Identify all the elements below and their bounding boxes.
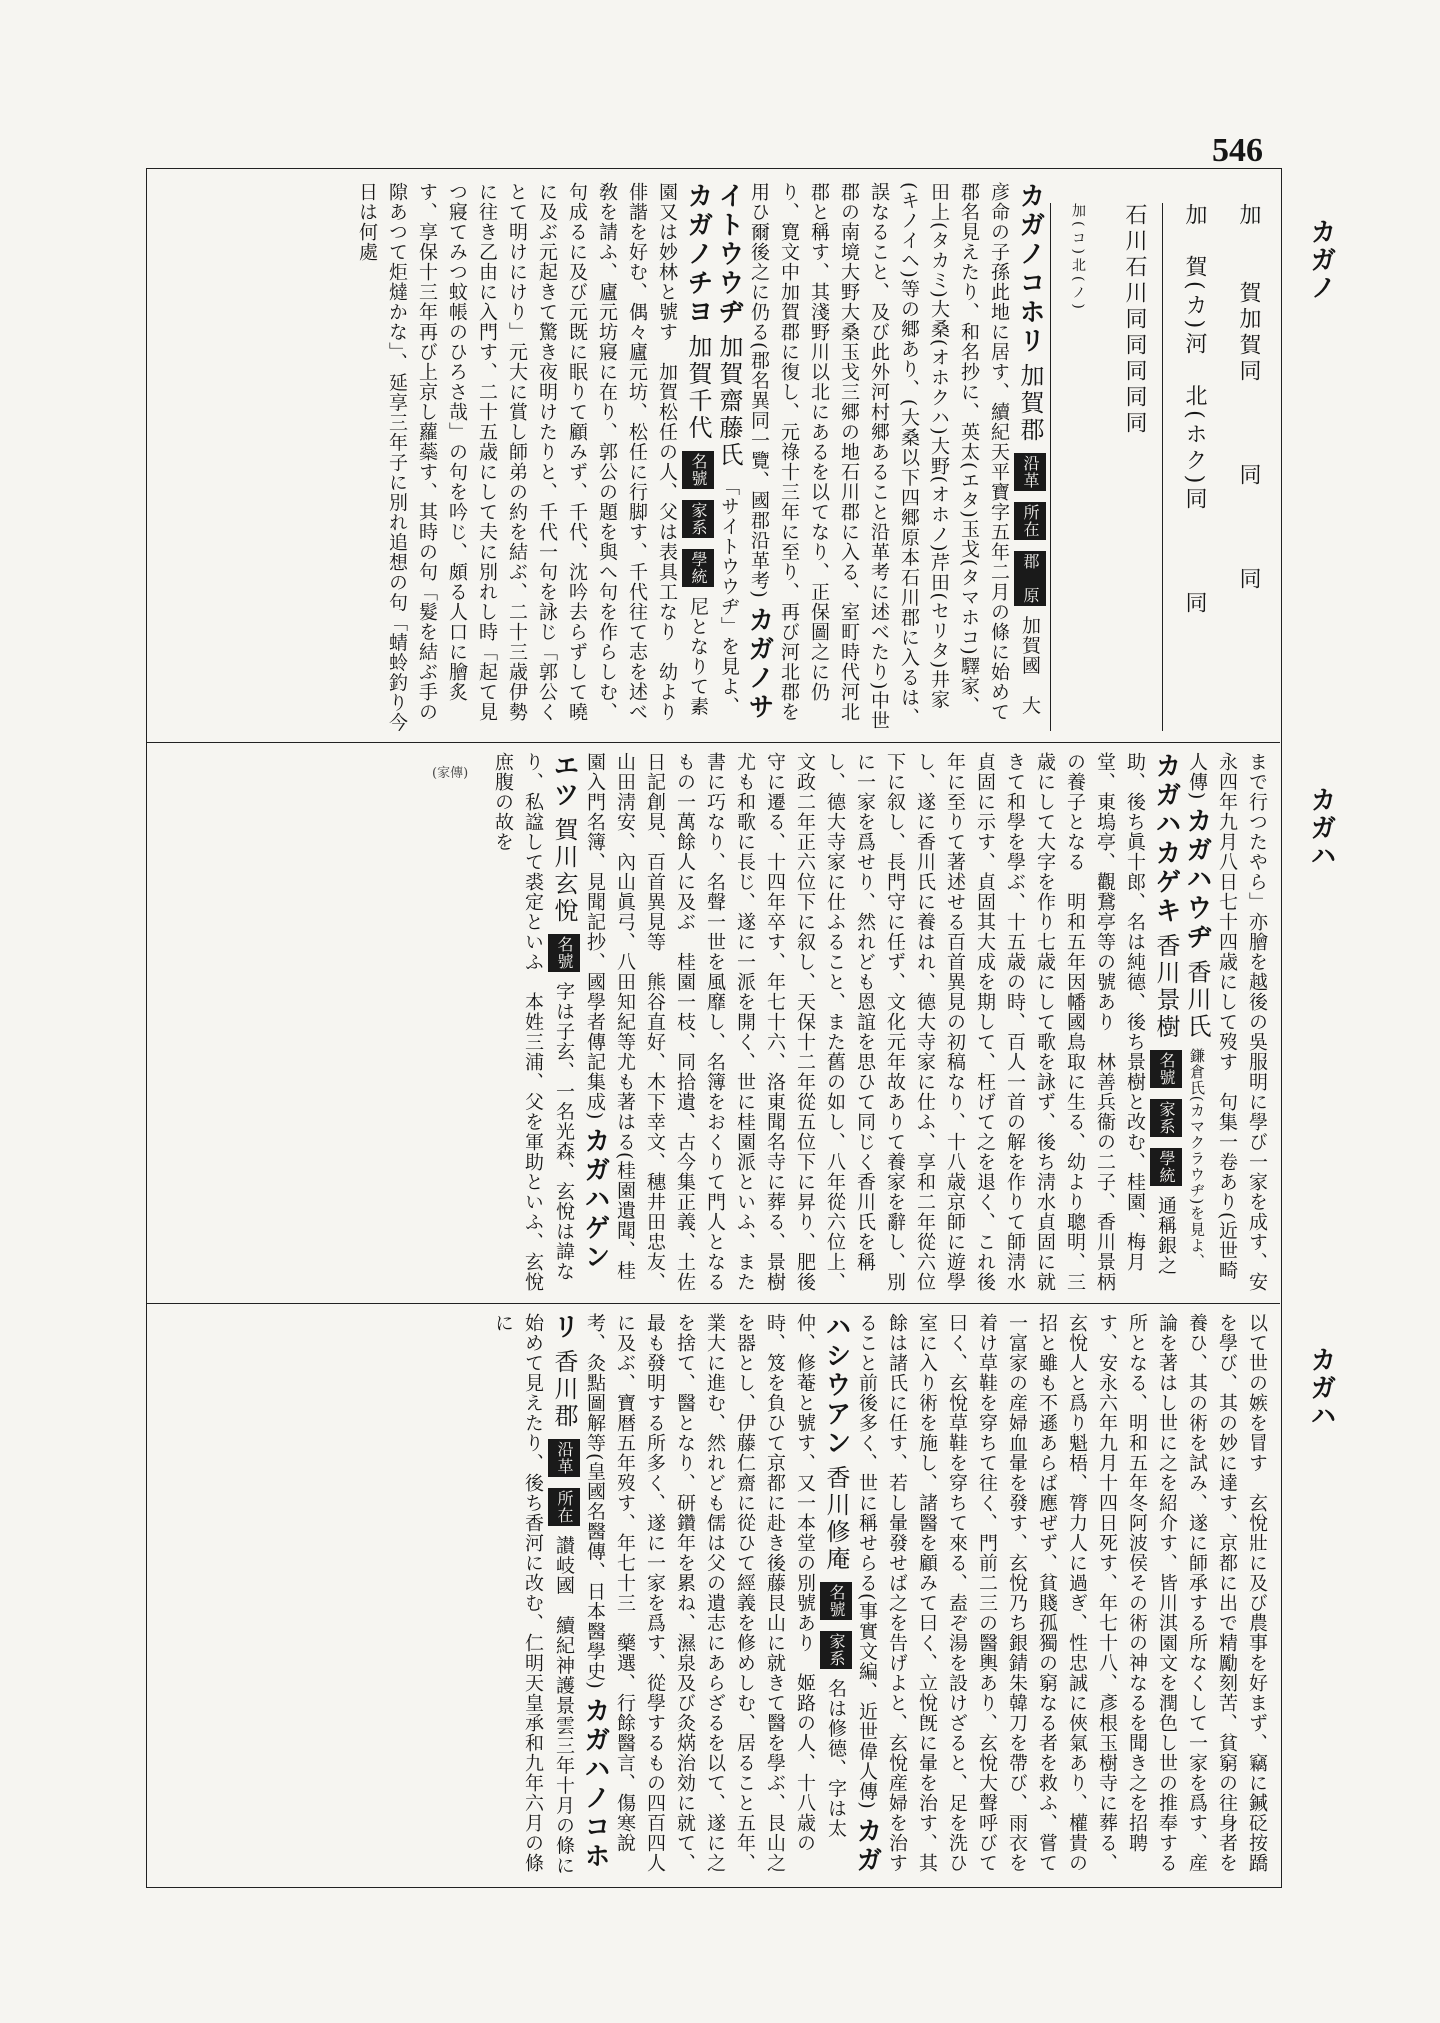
badge-gakuto: 學統 (1150, 1148, 1182, 1186)
entry-title-kagahakageki: カガハカゲキ (1151, 752, 1181, 926)
page-number: 546 (1212, 132, 1263, 169)
badge-shozai: 所在 (548, 1488, 580, 1526)
badge-meigo: 名號 (682, 451, 714, 489)
bottom-band (156, 1313, 1272, 1878)
middle-band (156, 752, 1272, 1296)
badge-gungen: 郡 原 (1014, 551, 1046, 606)
entry-title-kaganokohori: カガノコホリ (1015, 182, 1045, 356)
entry-author-kagasaito: 加賀齋藤氏 (715, 334, 743, 470)
table-column-kahoku: 加 賀(カ)河 北(ホク)同 同 (1182, 203, 1207, 618)
entry-author-kagawagun: 香川郡 (550, 1349, 578, 1431)
badge-meigo: 名號 (548, 934, 580, 972)
table-column-kaga: 加 賀加賀同 同 同 (1236, 203, 1261, 593)
badge-kakei: 家系 (820, 1631, 852, 1669)
entry-author-kagachiyo: 加賀千代 (684, 334, 712, 443)
badge-kakei: 家系 (1150, 1099, 1182, 1137)
band-divider-1 (146, 742, 1280, 743)
entry-text-kaganosaitouuji: 「サイトウウヂ」を見よ、 (718, 476, 740, 717)
entry-text-kagahanokohori: 讃岐國 續紀神護景雲三年十月の條に始めて見えたり、後ち香河に改む、仁明天皇承和九年六月の條に (492, 1313, 575, 1876)
entry-text-kagahagenetsu: 字は子玄、一名光森、玄悅は諱なり、私諡して裘定といふ 本姓三浦、父を軍助といふ、玄悅庶腹の故を (492, 752, 575, 1292)
badge-kakei: 家系 (682, 500, 714, 538)
entry-continuation-chiyo: まで行つたやら」亦膾を越後の吳服明に學び一家を成す、安永四年九月八日七十四歳にして歿す 句集一卷あり(近世畸人傳) (1186, 752, 1268, 1292)
entry-title-kagahauji: カガハウヂ (1182, 807, 1212, 953)
band-divider-2 (146, 1303, 1280, 1304)
running-head-kagaha-2: カガハ (1306, 1346, 1336, 1430)
entry-title-kagahashiuan: カガハシウアン (821, 1313, 882, 1875)
entry-title-kaganochiyo: カガノチヨ (683, 182, 713, 327)
table-column-ishikawa: 石川石川同同同同同 (1122, 203, 1147, 437)
entry-continuation-genetsu: 以て世の嫉を冒す 玄悅壯に及び農事を好まず、竊に鍼砭按蹻を學び、其の妙に達す、京都に出で精勵刻苦、貧窮の往身者を養ひ、其の術を試み、遂に師承する所なくして一家を爲す、産論を著はし世に之を紹介す、皆川淇園文を潤色し世の推奉する所となる、明和五年冬阿波侯その術の神なるを聞き之を招聘す、安永六年九月十四日死す、年七十八、彥根玉樹寺に葬る、玄悅人と爲り魁梧、膂力人に過ぎ、性忠誠に俠氣あり、權貴の招と雖も不遜あらば應ぜず、貧賤孤獨の窮なる者を救ふ、嘗て一富家の産婦血暈を發す、玄悅乃ち銀錆朱韓刀を帶び、雨衣を着け草鞋を穿ちて往く、門前二三の醫輿あり、玄悅大聲呼びて曰く、玄悅草鞋を穿ちて來る、盍ぞ湯を設けざると、足を洗ひ室に入り術を施し、諸醫を顧みて曰く、立悅旣に暈を治す、其餘は諸氏に任す、若し暈發せば之を告げよと、玄悅産婦を治すること前後多く、世に稱せらる(事實文編、近世偉人傳) (856, 1313, 1268, 1873)
entry-author-kagawagenetsu: 賀川玄悅 (550, 817, 578, 926)
entry-title-kagahanokohori: カガハノコホリ (549, 1313, 610, 1871)
entry-note-kagahauji: 鎌倉氏(カマクラウヂ)を見よ、 (1188, 1047, 1206, 1270)
badge-shozai: 所在 (1014, 502, 1046, 540)
entry-text-kaganokohori: 加賀國 大彦命の子孫此地に居す、續紀天平寶字五年二月の條に始めて郡名見えたり、和名抄に、英太(エタ)玉戈(タマホコ)驛家、田上(タカミ)大桑(オホクハ)大野(オホノ)芹田(セリタ)井家(キノイヘ)等の郷あり、(大桑以下四郷原本石川郡に入るは、誤なること、及び此外河村郷あること沿革考に述べたり)中世郡の南境大野大桑玉戈三郷の地石川郡に入る、室町時代河北郡と稱す、其淺野川以北にあるを以てなり、正保圖之に仍り、寛文中加賀郡に復し、元祿十三年に至り、再び河北郡を用ひ爾後之に仍る(郡名異同一覽、國郡沿革考) (748, 182, 1041, 731)
badge-enkaku: 沿革 (1014, 453, 1046, 491)
running-head-kagano: カガノ (1306, 218, 1336, 302)
entry-text-kagahashiuan: 名は修德、字は太仲、修菴と號す、又一本堂の別號あり 姬路の人、十八歳の時、笈を負ひて京都に赴き後藤艮山に就きて醫を學ぶ、艮山之を器とし、伊藤仁齋に從ひて經義を修めしむ、居ること五年、業大に進む、然れども儒は父の遺志にあらざるを以て、遂に之を捨て、醫となり、研鑽年を累ね、濕泉及び灸焫治効に就て、最も發明する所多く、遂に一家を爲す、從學するもの四百四人に及ぶ、寶暦五年歿す、年七十三 藥選、行餘醫言、傷寒說考、灸點圖解等(皇國名醫傳、日本醫學史) (584, 1313, 847, 1873)
entry-author-kagawashuan: 香川修庵 (822, 1465, 850, 1574)
badge-meigo: 名號 (1150, 1050, 1182, 1088)
table-column-note: 加(コ)北(ノ) (1070, 203, 1086, 313)
running-head-kagaha-1: カガハ (1306, 786, 1336, 870)
entry-author-kagawashi: 香川氏 (1183, 959, 1211, 1041)
table-rule (1162, 203, 1163, 731)
entry-text-kaganochiyo: 尼となりて素園又は妙林と號す 加賀松任の人、父は表具工なり 幼より俳諧を好む、偶々廬元坊、松任に行脚す、千代往て志を述べ敎を請ふ、廬元坊寢に在り、郭公の題を與へ句を作らしむ、句成るに及び元既に眠りて顧みず、千代、沈吟去らずして曉に及ぶ元起きて驚き夜明けたりと、千代一句を詠じ「郭公くとて明けにけり」元大に賞し師弟の約を結ぶ、二十三歳伊勢に往き乙由に入門す、二十五歳にして夫に別れし時「起て見つ寢てみつ蚊帳のひろさ哉」の句を吟じ、頗る人口に膾炙す、享保十三年再び上京し蘿蘂す、其時の句「髮を結ぶ手の隙あつて炬燵かな」、延享三年子に別れ追想の句「蜻蛉釣り今日は何處 (356, 182, 709, 733)
entry-text-kagahakageki: 通稱銀之助、後ち眞十郎、名は純德、後ち景樹と改む、桂園、梅月堂、東塢亭、觀鵞亭等の號あり 林善兵衞の二子、香川景柄の養子となる 明和五年因幡國鳥取に生る、幼より聰明、三歳にして大字を作り七歳にして歌を詠ず、後ち淸水貞固に就きて和學を學ぶ、十五歳の時、百人一首の解を作りて師淸水貞固に示す、貞固其大成を期して、枉げて之を退く、これ後年に至りて著述せる百首異見の初稿なり、十八歳京師に遊學し、遂に香川氏に養はれ、德大寺家に仕ふ、享和二年從六位下に叙し、長門守に任ず、文化元年故ありて養家を辭し、別に一家を爲せり、然れども恩誼を思ひて同じく香川氏を稱し、德大寺家に仕ふること、また舊の如し、八年從六位上、文政二年正六位下に叙し、天保十二年從五位下に昇り、肥後守に遷る、十四年卒す、年七十六、洛東聞名寺に葬る、景樹尤も和歌に長じ、遂に一派を開く、世に桂園派といふ、また書に巧なり、名聲一世を風靡し、名簿をおくりて門人となるもの一萬餘人に及ぶ 桂園一枝、同拾遺、古今集正義、土佐日記創見、百首異見等 熊谷直好、木下幸文、穗井田忠友、山田淸安、內山眞弓、八田知紀等尤も著はる(桂園遺聞、桂園入門名簿、見聞記抄、國學者傳記集成) (584, 752, 1177, 1292)
entry-author-kagagun: 加賀郡 (1016, 363, 1044, 445)
top-band (156, 182, 1046, 734)
entry-title-kaganosaitouuji: カガノサイトウウヂ (714, 182, 774, 722)
entry-author-kagawakageki: 香川景樹 (1152, 933, 1180, 1042)
bracket-label: (家傳) (432, 766, 469, 781)
badge-gakuto: 學統 (682, 549, 714, 587)
entry-title-kagahagenetsu: カガハゲンエツ (549, 752, 610, 1273)
badge-meigo: 名號 (820, 1582, 852, 1620)
badge-enkaku: 沿革 (548, 1439, 580, 1477)
province-table (1050, 203, 1278, 731)
